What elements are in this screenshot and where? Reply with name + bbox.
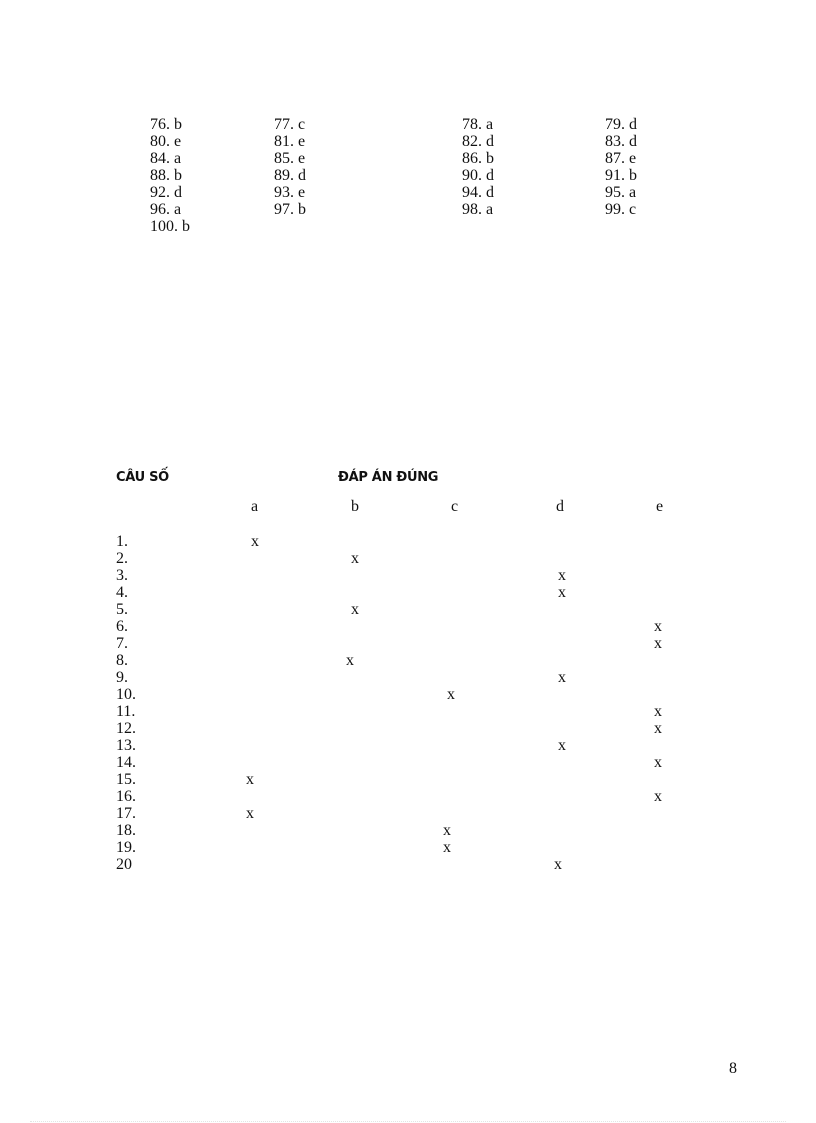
table-row [0, 822, 816, 839]
answer-item: 98. a [462, 201, 494, 218]
answer-mark-a: x [246, 771, 254, 788]
question-number: 7. [116, 635, 128, 652]
question-number: 2. [116, 550, 128, 567]
question-number: 14. [116, 754, 136, 771]
table-row [0, 720, 816, 737]
answer-row [0, 116, 816, 133]
answer-mark-d: x [558, 737, 566, 754]
table-row [0, 652, 816, 669]
answer-item: 78. a [462, 116, 494, 133]
option-header-c: c [451, 498, 459, 515]
question-number: 18. [116, 822, 136, 839]
answer-mark-d: x [554, 856, 562, 873]
answer-mark-b: x [346, 652, 354, 669]
answer-mark-d: x [558, 567, 566, 584]
answer-item: 87. e [605, 150, 637, 167]
table-row [0, 567, 816, 584]
question-number: 15. [116, 771, 136, 788]
question-number: 20 [116, 856, 132, 873]
answer-item: 100. b [150, 218, 190, 235]
table-row [0, 737, 816, 754]
question-number: 4. [116, 584, 128, 601]
answer-mark-e: x [654, 788, 662, 805]
question-number: 8. [116, 652, 128, 669]
answer-item: 94. d [462, 184, 494, 201]
answer-item: 76. b [150, 116, 182, 133]
answer-item: 99. c [605, 201, 637, 218]
answer-mark-d: x [558, 669, 566, 686]
answer-item: 88. b [150, 167, 182, 184]
column-header-question-number: CÂU SỐ [116, 470, 169, 485]
question-number: 11. [116, 703, 136, 720]
answer-item: 77. c [274, 116, 306, 133]
table-row [0, 703, 816, 720]
question-number: 6. [116, 618, 128, 635]
answer-mark-b: x [351, 601, 359, 618]
page-number: 8 [729, 1060, 737, 1077]
answer-mark-c: x [443, 822, 451, 839]
question-number: 9. [116, 669, 128, 686]
answer-item: 83. d [605, 133, 637, 150]
table-row [0, 669, 816, 686]
answer-row [0, 184, 816, 201]
question-number: 17. [116, 805, 136, 822]
question-number: 5. [116, 601, 128, 618]
option-header-e: e [656, 498, 664, 515]
answer-item: 95. a [605, 184, 637, 201]
answer-item: 79. d [605, 116, 637, 133]
table-row [0, 856, 816, 873]
question-number: 10. [116, 686, 136, 703]
answer-item: 93. e [274, 184, 306, 201]
option-header-b: b [351, 498, 359, 515]
table-row [0, 805, 816, 822]
answer-row [0, 218, 816, 235]
answer-mark-d: x [558, 584, 566, 601]
answer-row [0, 150, 816, 167]
answer-item: 85. e [274, 150, 306, 167]
answer-item: 97. b [274, 201, 306, 218]
answer-item: 86. b [462, 150, 494, 167]
question-number: 3. [116, 567, 128, 584]
answer-item: 90. d [462, 167, 494, 184]
question-number: 19. [116, 839, 136, 856]
answer-item: 81. e [274, 133, 306, 150]
answer-mark-e: x [654, 720, 662, 737]
answer-mark-c: x [443, 839, 451, 856]
answer-item: 82. d [462, 133, 494, 150]
table-row [0, 618, 816, 635]
answer-row [0, 201, 816, 218]
answer-item: 96. a [150, 201, 182, 218]
answer-item: 84. a [150, 150, 182, 167]
answer-mark-e: x [654, 754, 662, 771]
option-header-d: d [556, 498, 564, 515]
option-header-a: a [251, 498, 259, 515]
table-row [0, 550, 816, 567]
table-row [0, 584, 816, 601]
table-row [0, 601, 816, 618]
answer-item: 91. b [605, 167, 637, 184]
answer-item: 92. d [150, 184, 182, 201]
answer-item: 89. d [274, 167, 306, 184]
column-header-correct-answer: ĐÁP ÁN ĐÚNG [338, 470, 439, 485]
table-row [0, 533, 816, 550]
table-row [0, 754, 816, 771]
footer-divider [30, 1121, 786, 1122]
question-number: 13. [116, 737, 136, 754]
table-row [0, 839, 816, 856]
answer-mark-e: x [654, 635, 662, 652]
answer-row [0, 133, 816, 150]
answer-mark-b: x [351, 550, 359, 567]
answer-mark-c: x [447, 686, 455, 703]
answer-mark-e: x [654, 618, 662, 635]
answer-item: 80. e [150, 133, 182, 150]
answer-mark-e: x [654, 703, 662, 720]
answer-row [0, 167, 816, 184]
table-row [0, 788, 816, 805]
question-number: 1. [116, 533, 128, 550]
answer-mark-a: x [246, 805, 254, 822]
answer-mark-a: x [251, 533, 259, 550]
table-row [0, 686, 816, 703]
table-row [0, 635, 816, 652]
table-row [0, 771, 816, 788]
question-number: 12. [116, 720, 136, 737]
question-number: 16. [116, 788, 136, 805]
